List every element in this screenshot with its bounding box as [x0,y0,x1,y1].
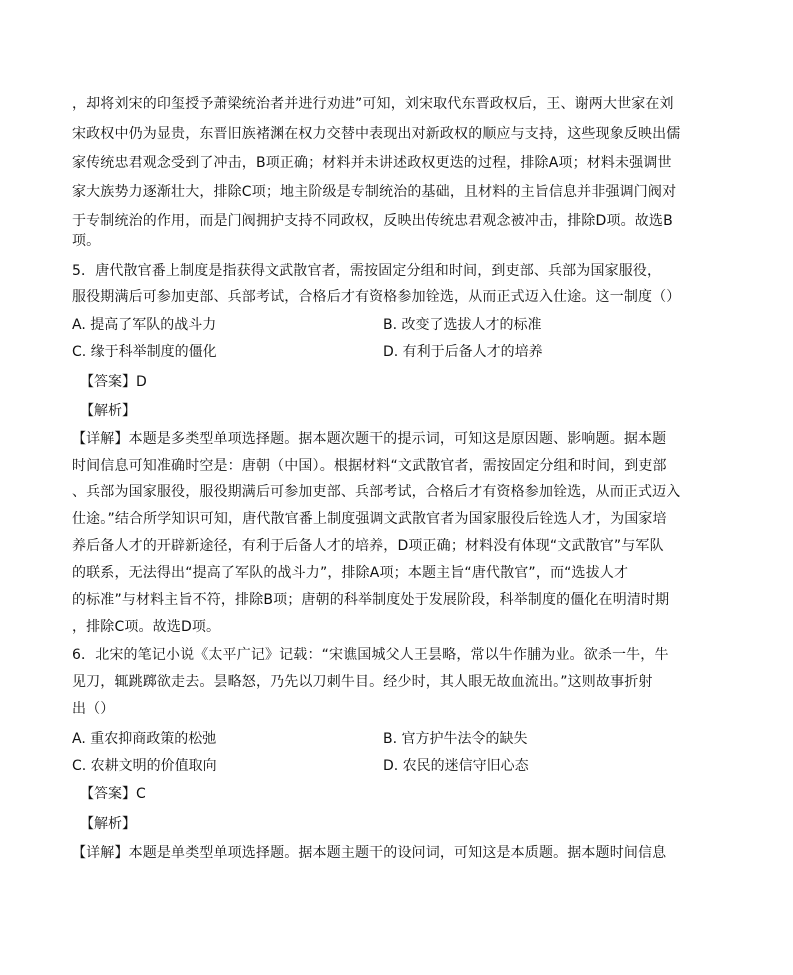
option-d: D. 有利于后备人才的培养 [383,344,543,360]
detail-line: ，排除C项。故选D项。 [72,619,221,635]
detail-line: 的标准”与材料主旨不符，排除B项；唐朝的科举制度处于发展阶段，科举制度的僵化在明清时期 [72,592,670,608]
option-b: B. 官方护牛法令的缺失 [383,731,528,747]
text-line: ，却将刘宋的印玺授予萧梁统治者并进行劝进”可知，刘宋取代东晋政权后，王、谢两大世家在刘 [72,96,674,112]
question-stem-line: 出（） [72,701,115,717]
question-stem-line: 6．北宋的笔记小说《太平广记》记载：“宋谯国城父人王昙略，常以牛作脯为业。欲杀一牛，牛 [72,647,669,663]
text-line: 项。 [72,233,101,249]
option-b: B. 改变了选拔人才的标准 [383,317,542,333]
detail-line: 、兵部为国家服役，服役期满后可参加吏部、兵部考试，合格后才有资格参加铨选，从而正式迈入 [72,484,681,500]
analysis-label: 【解析】 [80,403,136,419]
detail-line: 养后备人才的开辟新途径，有利于后备人才的培养，D项正确；材料没有体现“文武散官”与军队 [72,538,664,554]
option-a: A. 提高了军队的战斗力 [72,317,217,333]
detail-line: 时间信息可知准确时空是：唐朝（中国）。根据材料“文武散官者，需按固定分组和时间，到吏部 [72,458,667,474]
text-line: 宋政权中仍为显贵，东晋旧族褚渊在权力交替中表现出对新政权的顺应与支持，这些现象反映出儒 [72,126,681,142]
option-d: D. 农民的迷信守旧心态 [383,758,529,774]
question-stem-line: 5．唐代散官番上制度是指获得文武散官者，需按固定分组和时间，到吏部、兵部为国家服役， [72,263,662,279]
option-c: C. 缘于科举制度的僵化 [72,344,217,360]
answer-label: 【答案】D [80,374,147,390]
option-a: A. 重农抑商政策的松弛 [72,731,217,747]
analysis-label: 【解析】 [80,816,136,832]
option-c: C. 农耕文明的价值取向 [72,758,217,774]
detail-line: 【详解】本题是单类型单项选择题。据本题主题干的设问词，可知这是本质题。据本题时间信息 [72,845,667,861]
text-line: 家传统忠君观念受到了冲击，B项正确；材料并未讲述政权更迭的过程，排除A项；材料未强调世 [72,155,672,171]
detail-line: 【详解】本题是多类型单项选择题。据本题次题干的提示词，可知这是原因题、影响题。据本题 [72,431,667,447]
detail-line: 的联系，无法得出“提高了军队的战斗力”，排除A项；本题主旨“唐代散官”，而“选拔人才 [72,565,629,581]
text-line: 家大族势力逐渐壮大，排除C项；地主阶级是专制统治的基础，且材料的主旨信息并非强调门阀对 [72,184,677,200]
detail-line: 仕途。”结合所学知识可知，唐代散官番上制度强调文武散官者为国家服役后铨选人才，为国家培 [72,511,667,527]
text-line: 于专制统治的作用，而是门阀拥护支持不同政权，反映出传统忠君观念被冲击，排除D项。故选B [72,213,673,229]
answer-label: 【答案】C [80,786,146,802]
question-stem-line: 服役期满后可参加吏部、兵部考试，合格后才有资格参加铨选，从而正式迈入仕途。这一制度（） [72,289,681,305]
question-stem-line: 见刀，辄跳踯欲走去。昙略怒，乃先以刀刺牛目。经少时，其人眼无故血流出。”这则故事折射 [72,674,653,690]
